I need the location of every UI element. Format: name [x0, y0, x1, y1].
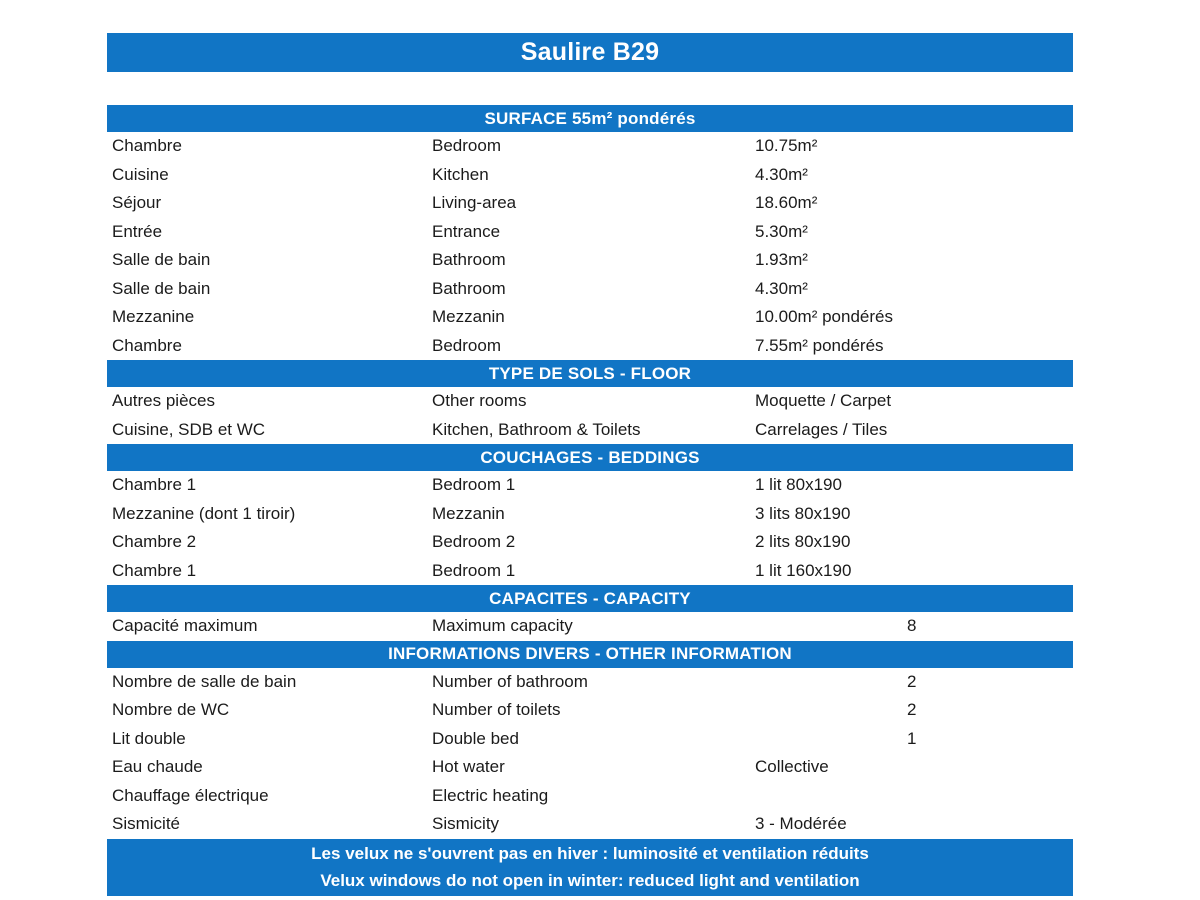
section-rows [107, 668, 1073, 839]
page-title: Saulire B29 [520, 38, 660, 66]
footer-line-fr: Les velux ne s'ouvrent pas en hiver : luminosité et ventilation réduits [311, 843, 869, 863]
table-row [107, 218, 1073, 247]
cell-label-en: Number of bathroom [432, 671, 588, 691]
table-section [107, 105, 1073, 360]
cell-label-en: Bathroom [432, 278, 506, 298]
table-row [107, 500, 1073, 529]
table-row [107, 275, 1073, 304]
table-section [107, 641, 1073, 839]
footer-note-banner [107, 839, 1073, 896]
table-row [107, 725, 1073, 754]
table-row [107, 557, 1073, 586]
cell-value: 7.55m² pondérés [755, 335, 884, 355]
cell-label-fr: Autres pièces [112, 391, 215, 411]
table-row [107, 696, 1073, 725]
cell-label-en: Mezzanin [432, 307, 505, 327]
cell-label-en: Number of toilets [432, 700, 561, 720]
cell-label-en: Bathroom [432, 250, 506, 270]
cell-label-en: Sismicity [432, 814, 500, 834]
table-row [107, 753, 1073, 782]
table-row [107, 189, 1073, 218]
cell-label-fr: Chambre 2 [112, 532, 197, 552]
cell-label-fr: Chauffage électrique [112, 785, 269, 805]
table-row [107, 528, 1073, 557]
cell-value: 3 lits 80x190 [755, 503, 851, 523]
cell-label-fr: Chambre [112, 335, 182, 355]
cell-number: 8 [907, 616, 917, 636]
cell-value: 5.30m² [755, 221, 808, 241]
cell-label-fr: Entrée [112, 221, 163, 241]
cell-value: 4.30m² [755, 278, 808, 298]
cell-label-fr: Cuisine, SDB et WC [112, 419, 266, 439]
table-section [107, 585, 1073, 641]
cell-label-en: Kitchen [432, 164, 489, 184]
cell-label-fr: Eau chaude [112, 757, 203, 777]
cell-value: 10.00m² pondérés [755, 307, 893, 327]
cell-value: 1.93m² [755, 250, 808, 270]
section-header: INFORMATIONS DIVERS - OTHER INFORMATION [107, 641, 1073, 668]
cell-value: 2 lits 80x190 [755, 532, 851, 552]
table-row [107, 161, 1073, 190]
section-header: SURFACE 55m² pondérés [107, 105, 1073, 132]
table-row [107, 612, 1073, 641]
cell-label-en: Hot water [432, 757, 505, 777]
section-rows [107, 387, 1073, 444]
section-header: COUCHAGES - BEDDINGS [107, 444, 1073, 471]
cell-label-fr: Nombre de WC [112, 700, 230, 720]
table-row [107, 668, 1073, 697]
cell-value: 1 lit 160x190 [755, 560, 852, 580]
cell-label-en: Double bed [432, 728, 519, 748]
cell-label-en: Maximum capacity [432, 616, 573, 636]
cell-label-fr: Chambre 1 [112, 560, 197, 580]
cell-label-en: Entrance [432, 221, 501, 241]
table-row [107, 782, 1073, 811]
cell-label-fr: Chambre [112, 136, 182, 156]
table-row [107, 416, 1073, 445]
cell-label-en: Bedroom [432, 136, 501, 156]
cell-number: 2 [907, 700, 917, 720]
cell-number: 1 [907, 728, 917, 748]
table-row [107, 132, 1073, 161]
cell-label-fr: Nombre de salle de bain [112, 671, 297, 691]
cell-label-en: Bedroom 2 [432, 532, 516, 552]
table-row [107, 387, 1073, 416]
footer-line-en: Velux windows do not open in winter: reduced light and ventilation [320, 870, 860, 890]
cell-number: 2 [907, 671, 917, 691]
table-row [107, 246, 1073, 275]
cell-label-fr: Mezzanine [112, 307, 195, 327]
cell-value: 1 lit 80x190 [755, 475, 842, 495]
cell-value: 3 - Modérée [755, 814, 847, 834]
table-row [107, 303, 1073, 332]
table-row [107, 810, 1073, 839]
cell-label-en: Bedroom [432, 335, 501, 355]
sections-container [107, 105, 1073, 839]
section-rows [107, 612, 1073, 641]
cell-label-fr: Capacité maximum [112, 616, 258, 636]
cell-label-en: Kitchen, Bathroom & Toilets [432, 419, 641, 439]
cell-label-fr: Mezzanine (dont 1 tiroir) [112, 503, 296, 523]
cell-label-fr: Chambre 1 [112, 475, 197, 495]
cell-label-en: Bedroom 1 [432, 560, 516, 580]
title-banner [107, 33, 1073, 72]
table-section [107, 360, 1073, 444]
section-header: TYPE DE SOLS - FLOOR [107, 360, 1073, 387]
cell-label-fr: Séjour [112, 193, 162, 213]
cell-value: Collective [755, 757, 829, 777]
section-rows [107, 132, 1073, 360]
cell-label-en: Other rooms [432, 391, 527, 411]
property-sheet [107, 33, 1073, 896]
cell-label-fr: Cuisine [112, 164, 169, 184]
cell-value: Carrelages / Tiles [755, 419, 888, 439]
cell-label-fr: Lit double [112, 728, 186, 748]
cell-label-en: Bedroom 1 [432, 475, 516, 495]
cell-value: 10.75m² [755, 136, 818, 156]
section-rows [107, 471, 1073, 585]
cell-label-fr: Salle de bain [112, 278, 211, 298]
table-section [107, 444, 1073, 585]
cell-label-en: Mezzanin [432, 503, 505, 523]
cell-value: 4.30m² [755, 164, 808, 184]
cell-label-en: Electric heating [432, 785, 549, 805]
cell-label-en: Living-area [432, 193, 517, 213]
table-row [107, 471, 1073, 500]
cell-value: Moquette / Carpet [755, 391, 892, 411]
table-row [107, 332, 1073, 361]
cell-label-fr: Sismicité [112, 814, 181, 834]
section-header: CAPACITES - CAPACITY [107, 585, 1073, 612]
cell-label-fr: Salle de bain [112, 250, 211, 270]
cell-value: 18.60m² [755, 193, 818, 213]
